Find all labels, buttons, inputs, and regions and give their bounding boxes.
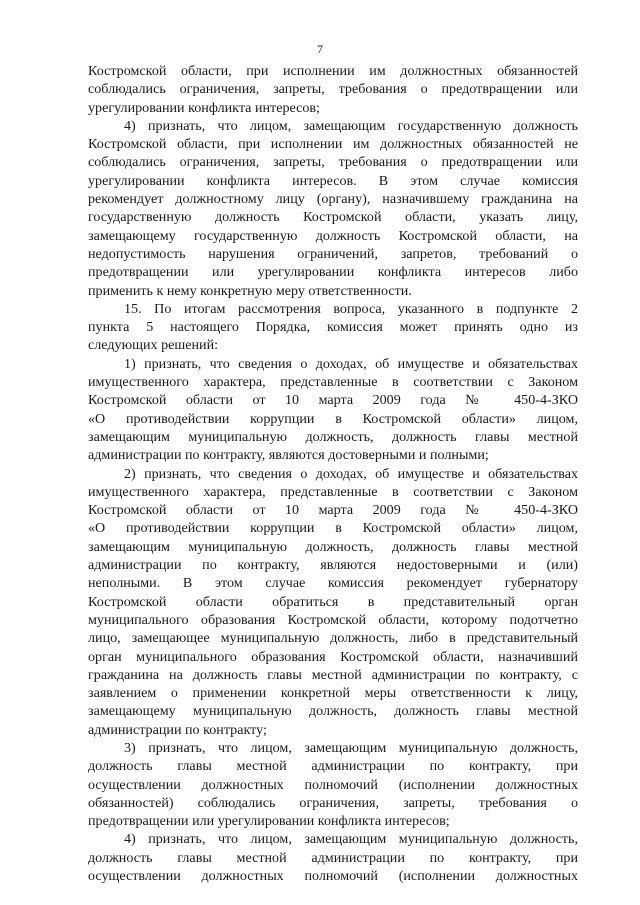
page-number: 7 bbox=[317, 42, 323, 56]
text-line: 1) признать, что сведения о доходах, об имуществе и обязательствах bbox=[124, 355, 578, 372]
text-line: 3) признать, что лицом, замещающим муниципальную должность, bbox=[124, 739, 578, 756]
text-line: замещающему государственную должность Костромской области, на bbox=[88, 227, 578, 244]
text-line: обязанностей) соблюдались ограничения, запреты, требования о bbox=[88, 794, 578, 811]
text-line: 4) признать, что лицом, замещающим муниципальную должность, bbox=[124, 831, 578, 848]
text-line: следующих решений: bbox=[88, 337, 219, 354]
text-line: администрации по контракту, являются недостоверными и (или) bbox=[88, 557, 578, 574]
text-line: орган муниципального образования Костромской области, назначивший bbox=[88, 648, 578, 665]
text-line: «О противодействии коррупции в Костромской области» лицом, bbox=[88, 410, 578, 427]
text-line: осуществлении должностных полномочий (исполнении должностных bbox=[88, 868, 578, 885]
text-line: применить к нему конкретную меру ответственности. bbox=[88, 282, 412, 299]
text-line: замещающим муниципальную должность, должность главы местной bbox=[88, 538, 578, 555]
text-line: замещающим муниципальную должность, должность главы местной bbox=[88, 428, 578, 445]
text-line: гражданина на должность главы местной администрации по контракту, с bbox=[88, 666, 578, 683]
text-line: Костромской области, при исполнении им должностных обязанностей не bbox=[88, 136, 578, 153]
text-line: соблюдались ограничения, запреты, требования о предотвращении или bbox=[88, 81, 578, 98]
text-line: урегулировании конфликта интересов. В этом случае комиссия bbox=[88, 172, 578, 189]
text-line: должность главы местной администрации по контракту, при bbox=[88, 849, 578, 866]
text-line: осуществлении должностных полномочий (исполнении должностных bbox=[88, 776, 578, 793]
text-line: заявлением о применении конкретной меры ответственности к лицу, bbox=[88, 685, 578, 702]
text-line: Костромской области от 10 марта 2009 года № 450-4-ЗКО bbox=[88, 392, 578, 409]
text-line: должность главы местной администрации по контракту, при bbox=[88, 758, 578, 775]
text-line: 15. По итогам рассмотрения вопроса, указанного в подпункте 2 bbox=[124, 300, 578, 317]
text-line: рекомендует должностному лицу (органу), назначившему гражданина на bbox=[88, 191, 578, 208]
text-line: Костромской области обратиться в представительный орган bbox=[88, 593, 578, 610]
text-line: 2) признать, что сведения о доходах, об имуществе и обязательствах bbox=[124, 465, 578, 482]
text-line: государственную должность Костромской области, указать лицу, bbox=[88, 209, 578, 226]
text-line: 4) признать, что лицом, замещающим государственную должность bbox=[124, 117, 578, 134]
text-line: соблюдались ограничения, запреты, требования о предотвращении или bbox=[88, 154, 578, 171]
text-line: имущественного характера, представленные в соответствии с Законом bbox=[88, 483, 578, 500]
text-line: недопустимость нарушения ограничений, запретов, требований о bbox=[88, 245, 578, 262]
text-line: Костромской области от 10 марта 2009 года № 450-4-ЗКО bbox=[88, 502, 578, 519]
text-line: администрации по контракту, являются достоверными и полными; bbox=[88, 447, 489, 464]
text-line: предотвращении или урегулировании конфликта интересов либо bbox=[88, 264, 578, 281]
text-line: замещающему муниципальную должность, должность главы местной bbox=[88, 703, 578, 720]
text-line: неполными. В этом случае комиссия рекомендует губернатору bbox=[88, 575, 578, 592]
text-line: администрации по контракту; bbox=[88, 721, 267, 738]
text-line: имущественного характера, представленные в соответствии с Законом bbox=[88, 374, 578, 391]
text-line: урегулировании конфликта интересов; bbox=[88, 99, 320, 116]
text-line: пункта 5 настоящего Порядка, комиссия может принять одно из bbox=[88, 319, 578, 336]
document-body bbox=[88, 62, 578, 885]
text-line: «О противодействии коррупции в Костромской области» лицом, bbox=[88, 520, 578, 537]
text-line: предотвращении или урегулировании конфликта интересов; bbox=[88, 813, 450, 830]
text-line: муниципального образования Костромской области, которому подотчетно bbox=[88, 611, 578, 628]
text-line: лицо, замещающее муниципальную должность, либо в представительный bbox=[88, 630, 578, 647]
text-line: Костромской области, при исполнении им должностных обязанностей bbox=[88, 63, 578, 79]
